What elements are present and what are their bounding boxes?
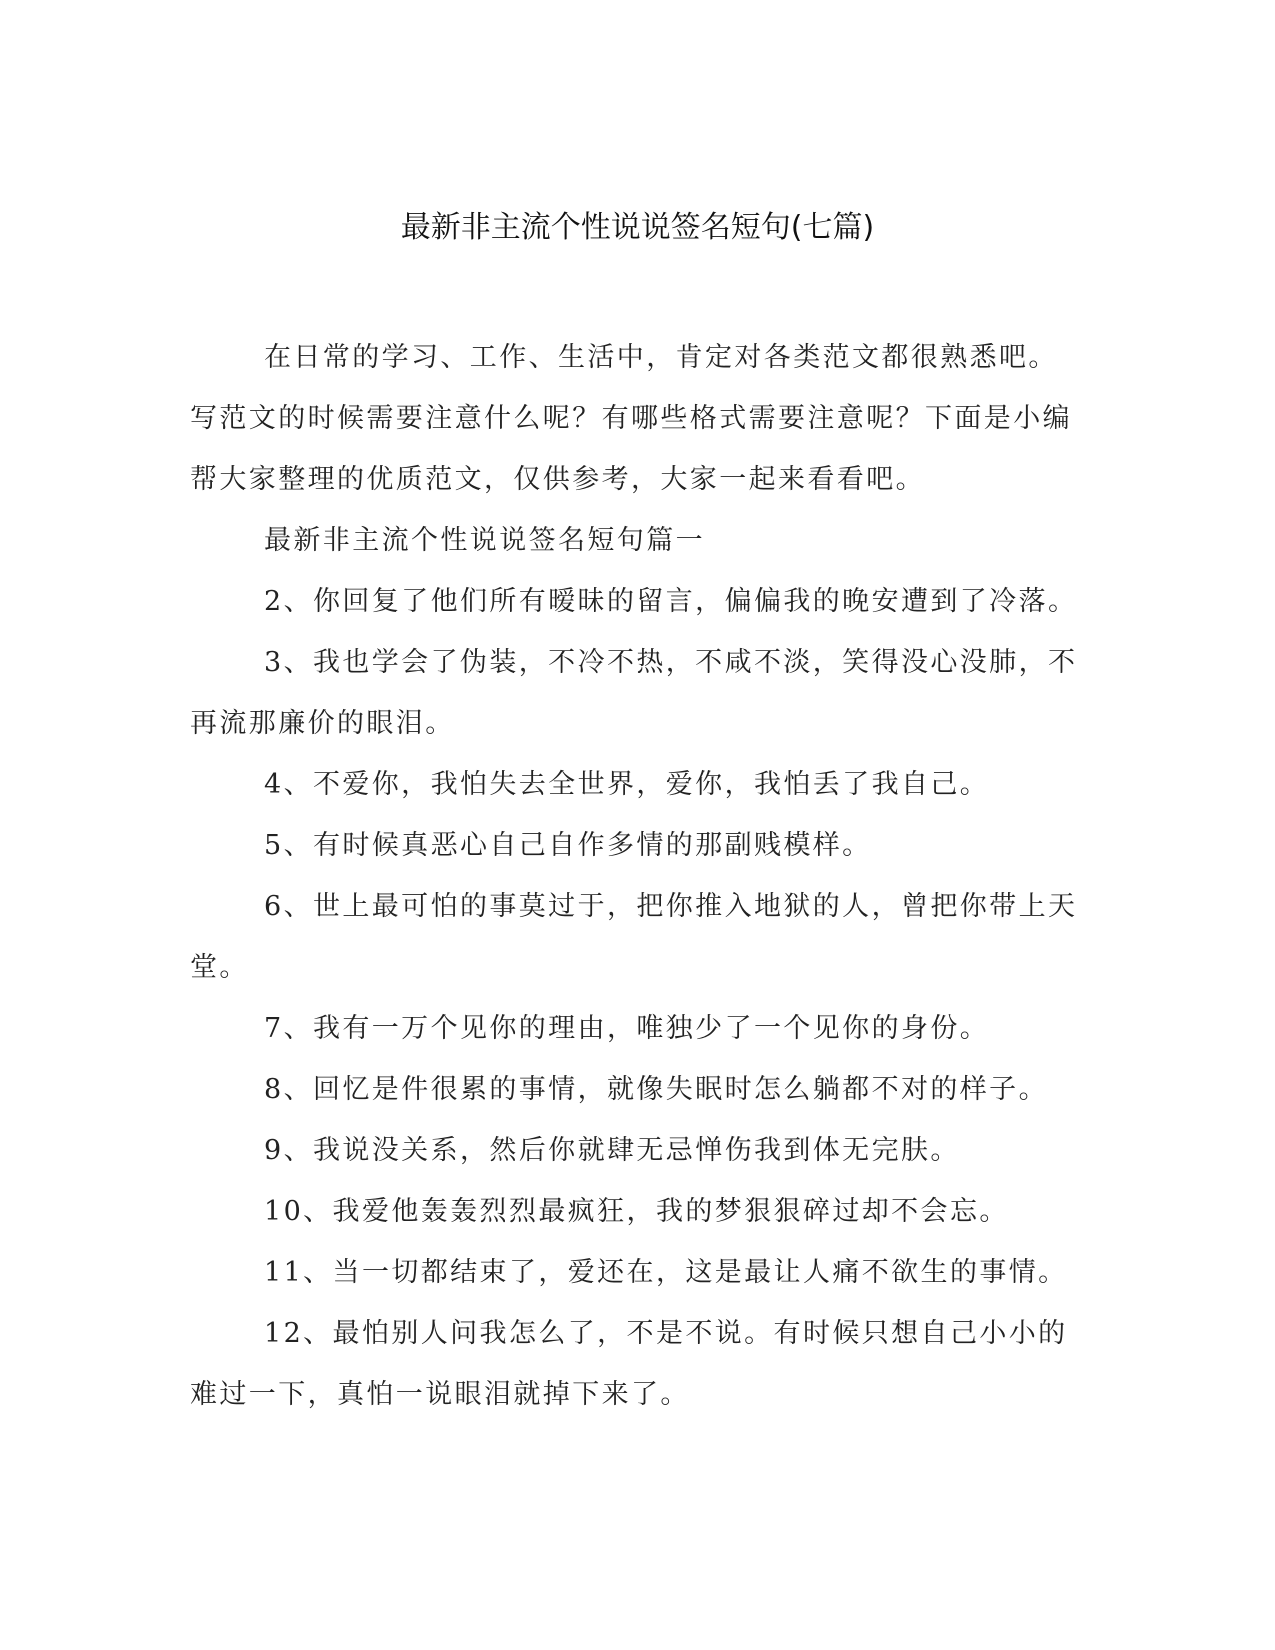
list-item: 12、最怕别人问我怎么了，不是不说。有时候只想自己小小的难过一下，真怕一说眼泪就掉下来了。 <box>190 1318 1068 1410</box>
list-item: 2、你回复了他们所有暧昧的留言，偏偏我的晚安遭到了冷落。 <box>264 586 1078 617</box>
list-item: 5、有时候真恶心自己自作多情的那副贱模样。 <box>264 830 872 861</box>
list-item: 9、我说没关系，然后你就肆无忌惮伤我到体无完肤。 <box>264 1135 960 1166</box>
list-item: 8、回忆是件很累的事情，就像失眠时怎么躺都不对的样子。 <box>264 1074 1048 1105</box>
list-item: 11、当一切都结束了，爱还在，这是最让人痛不欲生的事情。 <box>264 1257 1068 1288</box>
list-item: 6、世上最可怕的事莫过于，把你推入地狱的人，曾把你带上天堂。 <box>190 891 1078 983</box>
list-item: 4、不爱你，我怕失去全世界，爱你，我怕丢了我自己。 <box>264 769 990 800</box>
list-item: 3、我也学会了伪装，不冷不热，不咸不淡，笑得没心没肺，不再流那廉价的眼泪。 <box>190 647 1078 739</box>
document-title: 最新非主流个性说说签名短句(七篇) <box>400 210 875 245</box>
document-body <box>190 327 1085 1425</box>
section-heading: 最新非主流个性说说签名短句篇一 <box>264 525 705 556</box>
list-item: 10、我爱他轰轰烈烈最疯狂，我的梦狠狠碎过却不会忘。 <box>264 1196 1009 1227</box>
intro-paragraph: 在日常的学习、工作、生活中，肯定对各类范文都很熟悉吧。写范文的时候需要注意什么呢？有哪些格式需要注意呢？下面是小编帮大家整理的优质范文，仅供参考，大家一起来看看吧。 <box>190 342 1072 495</box>
list-item: 7、我有一万个见你的理由，唯独少了一个见你的身份。 <box>264 1013 990 1044</box>
